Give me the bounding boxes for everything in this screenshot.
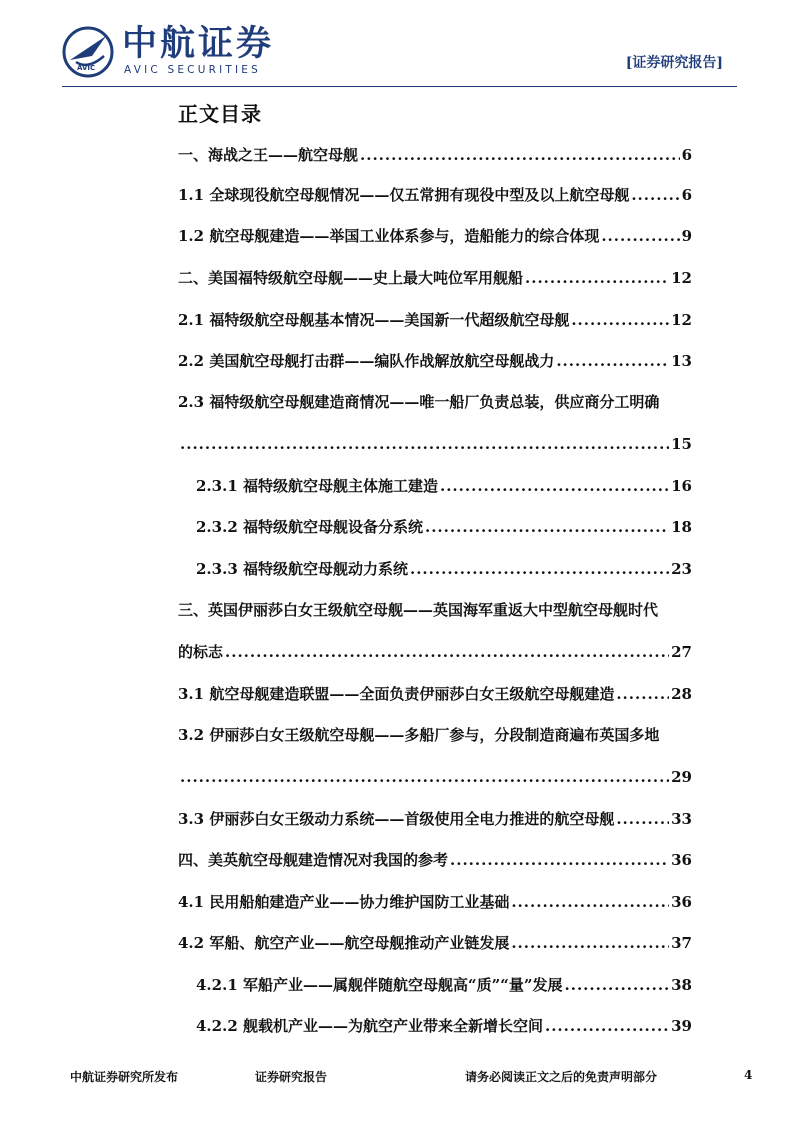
toc-entry-label: 1.1 全球现役航空母舰情况——仅五常拥有现役中型及以上航空母舰 bbox=[178, 186, 630, 204]
toc-entry-page: 27 bbox=[671, 643, 692, 661]
toc-entry-page: 18 bbox=[671, 518, 692, 536]
toc-entry[interactable] bbox=[178, 351, 692, 371]
toc-entry-page: 29 bbox=[671, 768, 692, 786]
toc-entry-label: 4.1 民用船舶建造产业——协力维护国防工业基础 bbox=[178, 893, 510, 911]
toc-leader-dots bbox=[180, 767, 669, 787]
toc-entry-page: 6 bbox=[681, 146, 692, 164]
toc-entry[interactable] bbox=[178, 684, 692, 704]
toc-entry-page: 16 bbox=[671, 477, 692, 495]
toc-entry-label: 二、美国福特级航空母舰——史上最大吨位军用舰船 bbox=[178, 269, 524, 287]
report-type-tag: [证券研究报告] bbox=[625, 55, 723, 71]
toc-entry-page: 13 bbox=[671, 352, 692, 370]
toc-leader-dots bbox=[556, 351, 669, 371]
toc-entry[interactable] bbox=[178, 268, 692, 288]
toc-entry-label: 3.3 伊丽莎白女王级动力系统——首级使用全电力推进的航空母舰 bbox=[178, 810, 615, 828]
toc-entry-page: 15 bbox=[671, 435, 692, 453]
toc-entry-label: 2.1 福特级航空母舰基本情况——美国新一代超级航空母舰 bbox=[178, 311, 570, 329]
toc-entry[interactable] bbox=[178, 145, 692, 165]
toc-entry[interactable] bbox=[178, 809, 692, 829]
toc-leader-dots bbox=[511, 933, 669, 953]
toc-leader-dots bbox=[511, 892, 669, 912]
toc-entry[interactable] bbox=[178, 310, 692, 330]
toc-leader-dots bbox=[616, 809, 669, 829]
toc-subentry[interactable] bbox=[196, 476, 692, 496]
toc-subentry[interactable] bbox=[196, 559, 692, 579]
toc-leader-dots bbox=[440, 476, 669, 496]
toc-entry[interactable] bbox=[178, 850, 692, 870]
toc-entry-page: 36 bbox=[671, 893, 692, 911]
logo-badge-text: AVIC bbox=[77, 64, 96, 72]
toc-entry-page: 6 bbox=[681, 186, 692, 204]
toc-leader-dots bbox=[410, 559, 669, 579]
toc-subentry[interactable] bbox=[196, 975, 692, 995]
avic-plane-icon bbox=[62, 26, 114, 78]
toc-entry-label: 2.3.2 福特级航空母舰设备分系统 bbox=[196, 518, 423, 536]
company-logo bbox=[62, 22, 282, 82]
toc-entry-label: 4.2 军船、航空产业——航空母舰推动产业链发展 bbox=[178, 934, 510, 952]
toc-entry-label: 4.2.2 舰载机产业——为航空产业带来全新增长空间 bbox=[196, 1017, 543, 1035]
logo-english-name: AVIC SECURITIES bbox=[124, 64, 261, 76]
toc-leader-dots bbox=[631, 185, 679, 205]
toc-leader-dots bbox=[425, 517, 669, 537]
toc-leader-dots bbox=[225, 642, 669, 662]
logo-chinese-name: 中航证券 bbox=[122, 24, 275, 64]
toc-leader-dots bbox=[601, 226, 679, 246]
toc-entry-label: 2.3.1 福特级航空母舰主体施工建造 bbox=[196, 477, 438, 495]
toc-title: 正文目录 bbox=[178, 102, 262, 126]
toc-entry-page: 36 bbox=[671, 851, 692, 869]
toc-leader-dots bbox=[571, 310, 669, 330]
toc-entry-wrapped-label[interactable]: 2.3 福特级航空母舰建造商情况——唯一船厂负责总装，供应商分工明确 bbox=[178, 393, 660, 411]
toc-entry-label: 3.1 航空母舰建造联盟——全面负责伊丽莎白女王级航空母舰建造 bbox=[178, 685, 615, 703]
toc-entry[interactable] bbox=[178, 226, 692, 246]
toc-entry-label: 1.2 航空母舰建造——举国工业体系参与，造船能力的综合体现 bbox=[178, 227, 600, 245]
toc-entry-page: 37 bbox=[671, 934, 692, 952]
toc-entry-page: 33 bbox=[671, 810, 692, 828]
toc-entry-page: 28 bbox=[671, 685, 692, 703]
toc-entry-page: 9 bbox=[681, 227, 692, 245]
toc-subentry[interactable] bbox=[196, 1016, 692, 1036]
toc-entry-page: 12 bbox=[671, 269, 692, 287]
toc-entry-label: 2.2 美国航空母舰打击群——编队作战解放航空母舰战力 bbox=[178, 352, 555, 370]
toc-entry-wrapped-label[interactable]: 三、英国伊丽莎白女王级航空母舰——英国海军重返大中型航空母舰时代 bbox=[178, 601, 659, 619]
toc-entry-page: 12 bbox=[671, 311, 692, 329]
toc-subentry[interactable] bbox=[196, 517, 692, 537]
footer-publisher: 中航证券研究所发布 bbox=[70, 1070, 179, 1084]
footer-doc-type: 证券研究报告 bbox=[255, 1070, 328, 1084]
toc-leader-dots bbox=[616, 684, 669, 704]
toc-leader-dots bbox=[525, 268, 669, 288]
toc-entry[interactable] bbox=[178, 185, 692, 205]
toc-entry-page: 38 bbox=[671, 976, 692, 994]
toc-entry-continuation[interactable] bbox=[178, 642, 692, 662]
toc-entry[interactable] bbox=[178, 892, 692, 912]
toc-entry-continuation[interactable] bbox=[178, 767, 692, 787]
toc-entry-wrapped-label[interactable]: 3.2 伊丽莎白女王级航空母舰——多船厂参与，分段制造商遍布英国多地 bbox=[178, 726, 660, 744]
toc-entry-label: 4.2.1 军船产业——属舰伴随航空母舰高“质”“量”发展 bbox=[196, 976, 563, 994]
toc-leader-dots bbox=[450, 850, 669, 870]
toc-entry-page: 39 bbox=[671, 1017, 692, 1035]
toc-entry-continuation[interactable] bbox=[178, 434, 692, 454]
toc-leader-dots bbox=[360, 145, 680, 165]
toc-leader-dots bbox=[565, 975, 670, 995]
toc-entry-label: 四、美英航空母舰建造情况对我国的参考 bbox=[178, 851, 449, 869]
toc-entry-label: 2.3.3 福特级航空母舰动力系统 bbox=[196, 560, 408, 578]
toc-entry-label: 的标志 bbox=[178, 643, 224, 661]
footer-disclaimer: 请务必阅读正文之后的免责声明部分 bbox=[465, 1070, 658, 1084]
toc-entry-label: 一、海战之王——航空母舰 bbox=[178, 146, 359, 164]
toc-entry[interactable] bbox=[178, 933, 692, 953]
toc-leader-dots bbox=[545, 1016, 669, 1036]
toc-leader-dots bbox=[180, 434, 669, 454]
header-divider bbox=[62, 86, 737, 87]
page-number: 4 bbox=[744, 1068, 753, 1082]
toc-entry-page: 23 bbox=[671, 560, 692, 578]
